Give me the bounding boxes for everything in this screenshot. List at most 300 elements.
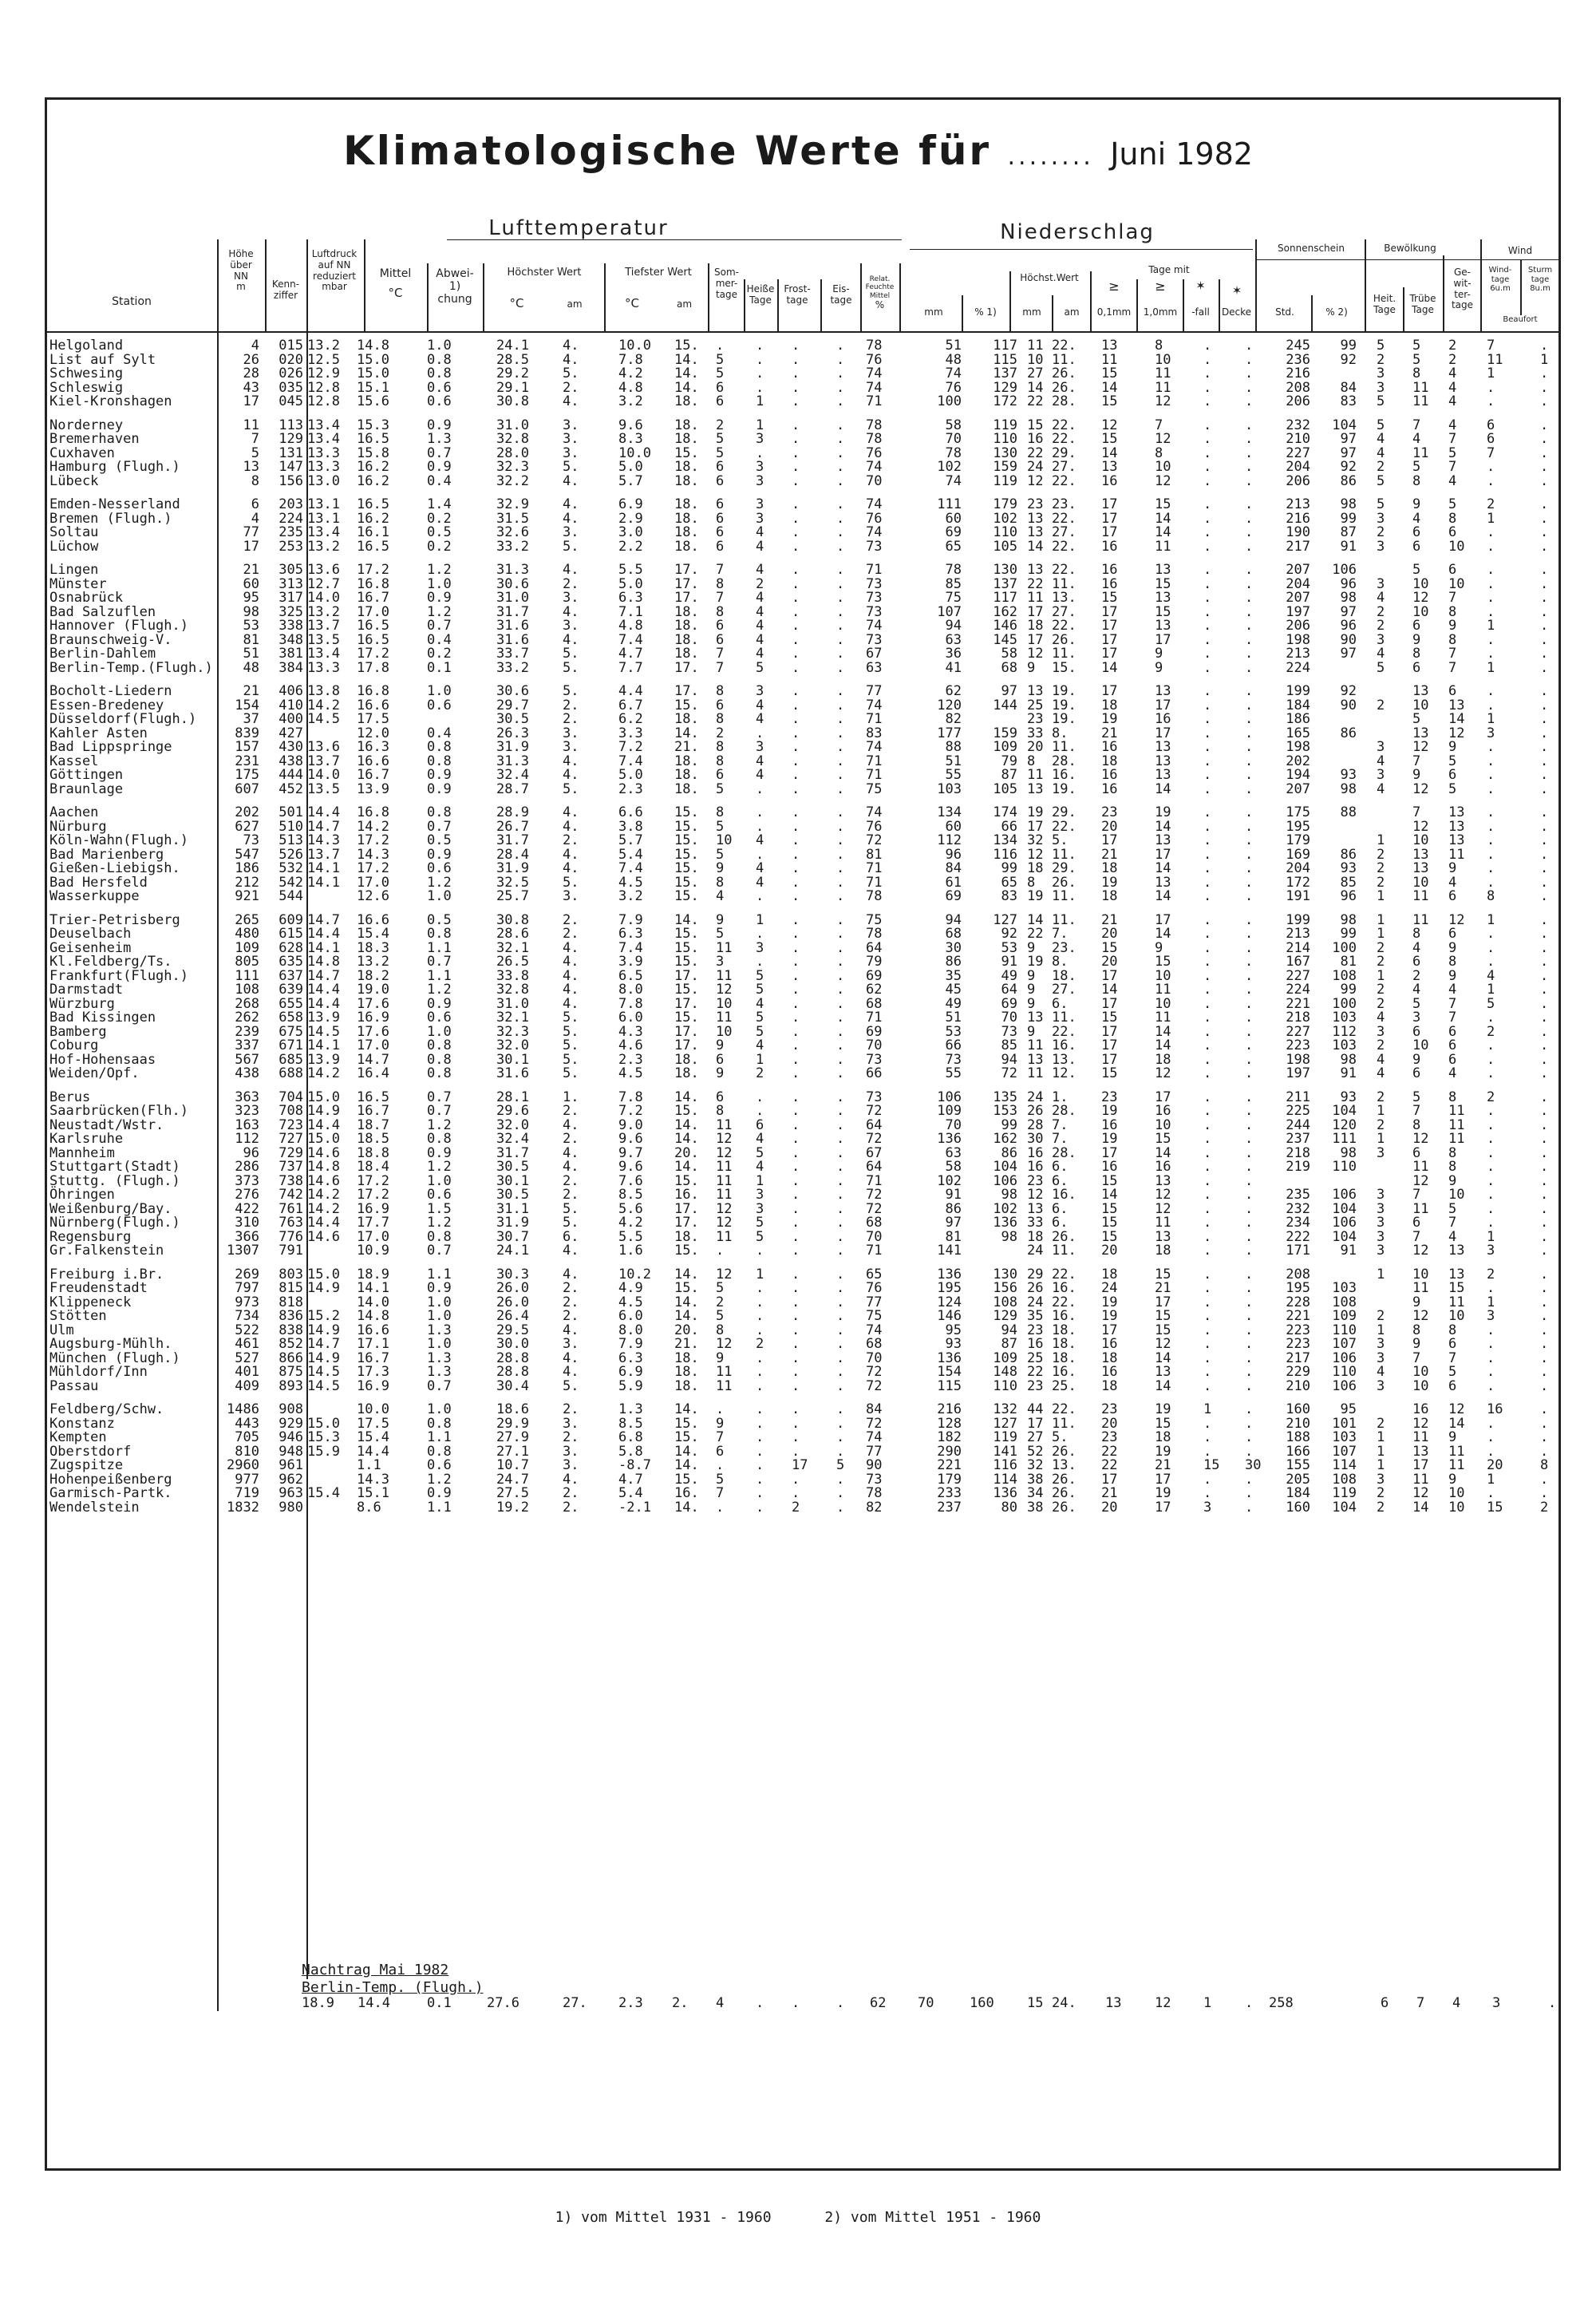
sunshine-hours: 199 xyxy=(1286,911,1310,928)
wind-days: 6 xyxy=(1487,417,1495,433)
temp-max: 28.6 xyxy=(496,926,529,942)
temp-mean: 1.1 xyxy=(357,1457,381,1473)
precip-mm: 237 xyxy=(937,1499,962,1516)
wind-days: . xyxy=(1487,1377,1495,1394)
thunder-days: 13 xyxy=(1448,697,1465,713)
precip-max-day: 16. xyxy=(1052,1308,1077,1324)
temp-deviation: 1.2 xyxy=(427,562,452,578)
temp-min-day: 18. xyxy=(674,1377,699,1394)
cloudy-days: 13 xyxy=(1412,860,1429,876)
storm-days: . xyxy=(1540,1228,1549,1245)
precip-max: 14 xyxy=(1027,538,1044,555)
precip-max-day: 29. xyxy=(1052,804,1077,820)
temp-min-day: 18. xyxy=(674,780,699,797)
wind-days: . xyxy=(1487,631,1495,648)
sunshine-pct: 104 xyxy=(1332,1200,1357,1217)
snowfall-days: . xyxy=(1203,1116,1212,1133)
temp-deviation: 0.9 xyxy=(427,590,452,606)
temp-min: 4.4 xyxy=(618,683,643,699)
summer-days: . xyxy=(716,338,725,354)
rel-humidity: 73 xyxy=(866,538,883,555)
temp-deviation: 1.0 xyxy=(427,1023,452,1040)
kennziffer: 438 xyxy=(279,753,303,769)
thunder-days: 8 xyxy=(1448,1322,1457,1338)
rel-humidity: 90 xyxy=(866,1457,883,1473)
temp-min: 4.8 xyxy=(618,379,643,396)
precip-pct: 58 xyxy=(1001,646,1017,662)
days-10mm: 16 xyxy=(1155,711,1171,727)
temp-min-day: 18. xyxy=(674,524,699,540)
temp-mean: 16.7 xyxy=(357,590,389,606)
height: 154 xyxy=(235,697,259,713)
temp-max: 31.1 xyxy=(496,1200,529,1217)
storm-days: . xyxy=(1540,1131,1549,1147)
wind-days: 8 xyxy=(1487,888,1495,904)
temp-min: 5.4 xyxy=(618,1485,643,1501)
thunder-days: 13 xyxy=(1448,818,1465,835)
temp-max-day: 3. xyxy=(563,1443,579,1460)
height: 810 xyxy=(235,1443,259,1460)
rel-humidity: 71 xyxy=(866,767,883,783)
thunder-days: 5 xyxy=(1448,1364,1457,1380)
temp-deviation: 0.4 xyxy=(427,725,452,741)
summer-days: 11 xyxy=(716,1159,733,1175)
precip-max: 29 xyxy=(1027,1266,1044,1282)
sunshine-hours: 221 xyxy=(1286,1308,1310,1324)
table-row xyxy=(0,1039,1596,1053)
temp-deviation: 0.7 xyxy=(427,1103,452,1119)
snowfall-days: . xyxy=(1203,445,1212,461)
thunder-days: 7 xyxy=(1448,659,1457,676)
table-row xyxy=(0,927,1596,942)
temp-max: 32.8 xyxy=(496,431,529,447)
temp-min-day: 15. xyxy=(674,860,699,876)
clear-days: 4 xyxy=(1377,590,1385,606)
cloudy-days: 12 xyxy=(1412,590,1429,606)
ice-days: . xyxy=(836,1377,845,1394)
hot-days: . xyxy=(756,1443,764,1460)
height: 51 xyxy=(243,646,259,662)
sunshine-hours: 197 xyxy=(1286,603,1310,620)
hot-days: 3 xyxy=(756,939,764,956)
storm-days: . xyxy=(1540,725,1549,741)
sunshine-hours: 244 xyxy=(1286,1116,1310,1133)
precip-mm: 182 xyxy=(937,1429,962,1445)
temp-mean: 16.2 xyxy=(357,472,389,489)
temp-deviation: 0.5 xyxy=(427,911,452,928)
nachtrag-value: . xyxy=(1245,1995,1254,2011)
summer-days: 8 xyxy=(716,804,725,820)
ice-days: . xyxy=(836,575,845,592)
frost-days: . xyxy=(792,445,800,461)
precip-mm: 69 xyxy=(945,888,962,904)
sunshine-pct: 98 xyxy=(1340,1144,1357,1161)
table-row xyxy=(0,472,1596,489)
hot-days: . xyxy=(756,1089,764,1105)
temp-min: 4.2 xyxy=(618,1215,643,1231)
summer-days: 11 xyxy=(716,1228,733,1245)
precip-pct: 141 xyxy=(993,1443,1017,1460)
precip-max: 16 xyxy=(1027,1159,1044,1175)
precip-pct: 106 xyxy=(993,1172,1017,1189)
snowfall-days: . xyxy=(1203,1443,1212,1460)
temp-mean: 15.1 xyxy=(357,1485,389,1501)
hot-days: . xyxy=(756,351,764,368)
precip-pct: 109 xyxy=(993,1350,1017,1366)
storm-days: . xyxy=(1540,995,1549,1012)
storm-days: . xyxy=(1540,1200,1549,1217)
wind-days: . xyxy=(1487,1172,1495,1189)
temp-min: 7.2 xyxy=(618,739,643,755)
temp-min-day: 18. xyxy=(674,472,699,489)
clear-days: 1 xyxy=(1377,832,1385,848)
ice-days: . xyxy=(836,496,845,512)
precip-mm: 70 xyxy=(945,431,962,447)
temp-max: 31.9 xyxy=(496,1215,529,1231)
snow-cover-days: . xyxy=(1245,393,1254,409)
snow-cover-days: . xyxy=(1245,1294,1254,1310)
snowfall-days: . xyxy=(1203,1037,1212,1053)
snowfall-days: . xyxy=(1203,1023,1212,1040)
precip-max-day: 26. xyxy=(1052,1499,1077,1516)
precip-max: 24 xyxy=(1027,1294,1044,1310)
ice-days: . xyxy=(836,683,845,699)
temp-deviation: 1.2 xyxy=(427,874,452,891)
snowfall-days: . xyxy=(1203,1065,1212,1081)
frost-days: . xyxy=(792,711,800,727)
pressure: 14.5 xyxy=(307,1377,340,1394)
sunshine-hours: 218 xyxy=(1286,1144,1310,1161)
height: 202 xyxy=(235,804,259,820)
precip-max: 33 xyxy=(1027,1215,1044,1231)
station-name: Braunlage xyxy=(49,780,124,797)
station-group xyxy=(0,1091,1596,1259)
cloudy-days: 13 xyxy=(1412,725,1429,741)
temp-deviation: 0.8 xyxy=(427,739,452,755)
height: 977 xyxy=(235,1471,259,1488)
temp-min-day: 14. xyxy=(674,379,699,396)
precip-max: 17 xyxy=(1027,1415,1044,1432)
snowfall-days: . xyxy=(1203,1243,1212,1259)
nachtrag-value: 2. xyxy=(672,1995,689,2011)
temp-min: 6.0 xyxy=(618,1308,643,1324)
ge-icon-1: ≥ xyxy=(1108,279,1120,294)
wind-days: . xyxy=(1487,1159,1495,1175)
precip-max-day: 22. xyxy=(1052,431,1077,447)
precip-max-day: 13. xyxy=(1052,1051,1077,1068)
summer-days: 5 xyxy=(716,1280,725,1296)
station-name: Bocholt-Liedern xyxy=(49,683,172,699)
wind-days: . xyxy=(1487,379,1495,396)
pressure: 13.9 xyxy=(307,1010,340,1026)
table-row xyxy=(0,619,1596,634)
temp-max-day: 2. xyxy=(563,926,579,942)
hot-days: 4 xyxy=(756,767,764,783)
snowfall-days: . xyxy=(1203,804,1212,820)
temp-min-day: 18. xyxy=(674,431,699,447)
sunshine-hours: 223 xyxy=(1286,1037,1310,1053)
temp-deviation: 0.8 xyxy=(427,926,452,942)
wind-days: . xyxy=(1487,753,1495,769)
summer-days: . xyxy=(716,1401,725,1417)
temp-mean: 16.5 xyxy=(357,538,389,555)
precip-max-day: 11. xyxy=(1052,1243,1077,1259)
snow-cover-days: . xyxy=(1245,1499,1254,1516)
header-heitere-tage: Heit. Tage xyxy=(1373,293,1396,315)
days-01mm: 17 xyxy=(1101,618,1118,634)
temp-deviation: 0.7 xyxy=(427,1089,452,1105)
storm-days: . xyxy=(1540,1471,1549,1488)
header-bewoelkung: Bewölkung xyxy=(1384,243,1436,254)
temp-min-day: 15. xyxy=(674,939,699,956)
temp-min: 7.4 xyxy=(618,860,643,876)
hot-days: . xyxy=(756,888,764,904)
grid-line xyxy=(1219,279,1220,331)
height: 363 xyxy=(235,1089,259,1105)
temp-mean: 15.0 xyxy=(357,366,389,381)
height: 323 xyxy=(235,1103,259,1119)
kennziffer: 962 xyxy=(279,1471,303,1488)
sunshine-pct: 98 xyxy=(1340,1051,1357,1068)
pressure: 14.4 xyxy=(307,926,340,942)
precip-max-day: 11. xyxy=(1052,351,1077,368)
days-10mm: 11 xyxy=(1155,982,1171,998)
rel-humidity: 72 xyxy=(866,832,883,848)
sunshine-pct: 98 xyxy=(1340,780,1357,797)
snowfall-days: . xyxy=(1203,472,1212,489)
snow-cover-days: . xyxy=(1245,338,1254,354)
frost-days: . xyxy=(792,431,800,447)
temp-max: 30.8 xyxy=(496,911,529,928)
hot-days: 3 xyxy=(756,1187,764,1203)
days-01mm: 14 xyxy=(1101,982,1118,998)
clear-days: 3 xyxy=(1377,1471,1385,1488)
cloudy-days: 12 xyxy=(1412,1415,1429,1432)
temp-max: 32.1 xyxy=(496,1010,529,1026)
temp-max: 28.5 xyxy=(496,351,529,368)
days-10mm: 16 xyxy=(1155,1103,1171,1119)
temp-deviation: 0.8 xyxy=(427,804,452,820)
snowfall-days: . xyxy=(1203,510,1212,527)
grid-line xyxy=(1052,295,1053,331)
temp-mean: 16.5 xyxy=(357,431,389,447)
height: 175 xyxy=(235,767,259,783)
snowfall-days: . xyxy=(1203,1266,1212,1282)
temp-min: 4.7 xyxy=(618,646,643,662)
precip-mm: 75 xyxy=(945,590,962,606)
pressure: 14.7 xyxy=(307,911,340,928)
precip-mm: 106 xyxy=(937,1089,962,1105)
ice-days: . xyxy=(836,472,845,489)
hot-days: . xyxy=(756,1294,764,1310)
snow-cover-days: . xyxy=(1245,496,1254,512)
snow-cover-days: . xyxy=(1245,846,1254,863)
temp-mean: 17.8 xyxy=(357,659,389,676)
wind-days: . xyxy=(1487,1364,1495,1380)
precip-max-day: 7. xyxy=(1052,1116,1069,1133)
thunder-days: 5 xyxy=(1448,753,1457,769)
rel-humidity: 77 xyxy=(866,683,883,699)
pressure: 13.8 xyxy=(307,683,340,699)
temp-mean: 10.0 xyxy=(357,1401,389,1417)
sunshine-hours: 214 xyxy=(1286,939,1310,956)
days-10mm: 10 xyxy=(1155,995,1171,1012)
precip-max: 19 xyxy=(1027,888,1044,904)
precip-max: 25 xyxy=(1027,1350,1044,1366)
kennziffer: 688 xyxy=(279,1065,303,1081)
clear-days: 2 xyxy=(1377,1037,1385,1053)
storm-days: 1 xyxy=(1540,351,1549,368)
temp-min: 3.8 xyxy=(618,818,643,835)
ice-days: . xyxy=(836,562,845,578)
precip-pct: 94 xyxy=(1001,1322,1017,1338)
precip-pct: 148 xyxy=(993,1364,1017,1380)
temp-max-day: 5. xyxy=(563,1377,579,1394)
height: 438 xyxy=(235,1065,259,1081)
frost-days: . xyxy=(792,1215,800,1231)
precip-max: 8 xyxy=(1027,874,1036,891)
ice-days: . xyxy=(836,1089,845,1105)
height: 4 xyxy=(251,338,259,354)
temp-max-day: 5. xyxy=(563,874,579,891)
snowfall-days: . xyxy=(1203,1010,1212,1026)
precip-max: 13 xyxy=(1027,562,1044,578)
days-01mm: 15 xyxy=(1101,1228,1118,1245)
pressure: 12.8 xyxy=(307,393,340,409)
rel-humidity: 76 xyxy=(866,445,883,461)
header-separator xyxy=(45,331,1561,333)
storm-days: . xyxy=(1540,939,1549,956)
table-row xyxy=(0,540,1596,555)
height: 5 xyxy=(251,445,259,461)
nachtrag-value: 7 xyxy=(1416,1995,1425,2011)
temp-min-day: 21. xyxy=(674,1336,699,1352)
snow-cover-days: . xyxy=(1245,1243,1254,1259)
hot-days: 6 xyxy=(756,1116,764,1133)
sunshine-pct: 107 xyxy=(1332,1336,1357,1352)
frost-days: . xyxy=(792,697,800,713)
snowfall-days: . xyxy=(1203,393,1212,409)
precip-mm: 78 xyxy=(945,445,962,461)
days-10mm: 18 xyxy=(1155,1051,1171,1068)
height: 461 xyxy=(235,1336,259,1352)
temp-max-day: 4. xyxy=(563,603,579,620)
kennziffer: 704 xyxy=(279,1089,303,1105)
precip-max-day: 22. xyxy=(1052,417,1077,433)
days-01mm: 23 xyxy=(1101,1089,1118,1105)
wind-days: 1 xyxy=(1487,711,1495,727)
station-name: Zugspitze xyxy=(49,1457,124,1473)
temp-min: 4.5 xyxy=(618,1294,643,1310)
sunshine-hours: 228 xyxy=(1286,1294,1310,1310)
precip-mm: 134 xyxy=(937,804,962,820)
temp-deviation: 0.8 xyxy=(427,1228,452,1245)
snow-cover-days: . xyxy=(1245,472,1254,489)
storm-days: . xyxy=(1540,683,1549,699)
cloudy-days: 7 xyxy=(1412,1187,1421,1203)
storm-days: . xyxy=(1540,1485,1549,1501)
days-10mm: 13 xyxy=(1155,618,1171,634)
days-01mm: 21 xyxy=(1101,1485,1118,1501)
temp-deviation: 0.6 xyxy=(427,379,452,396)
thunder-days: 7 xyxy=(1448,1350,1457,1366)
cloudy-days: 5 xyxy=(1412,1089,1421,1105)
precip-max: 18 xyxy=(1027,1228,1044,1245)
snowfall-days: . xyxy=(1203,431,1212,447)
rel-humidity: 65 xyxy=(866,1266,883,1282)
ice-days: 5 xyxy=(836,1457,845,1473)
ice-days: . xyxy=(836,1364,845,1380)
precip-max-day: 18. xyxy=(1052,1336,1077,1352)
temp-max: 32.0 xyxy=(496,1116,529,1133)
temp-min-day: 14. xyxy=(674,911,699,928)
thunder-days: 4 xyxy=(1448,472,1457,489)
temp-mean: 15.4 xyxy=(357,926,389,942)
storm-days: . xyxy=(1540,739,1549,755)
height: 310 xyxy=(235,1215,259,1231)
sunshine-pct: 103 xyxy=(1332,1280,1357,1296)
header-rel-feuchte: Relat. Feuchte Mittel % xyxy=(865,275,895,311)
station-name: Neustadt/Wstr. xyxy=(49,1116,164,1133)
days-10mm: 14 xyxy=(1155,926,1171,942)
height: 286 xyxy=(235,1159,259,1175)
wind-days: 1 xyxy=(1487,1471,1495,1488)
precip-max-day: 16. xyxy=(1052,1280,1077,1296)
temp-min: 6.3 xyxy=(618,926,643,942)
temp-min-day: 14. xyxy=(674,1294,699,1310)
summer-days: 11 xyxy=(716,967,733,984)
thunder-days: 8 xyxy=(1448,631,1457,648)
temp-mean: 17.2 xyxy=(357,646,389,662)
snow-cover-days: . xyxy=(1245,767,1254,783)
wind-days: . xyxy=(1487,575,1495,592)
precip-pct: 136 xyxy=(993,1485,1017,1501)
precip-pct: 66 xyxy=(1001,818,1017,835)
frost-days: . xyxy=(792,1089,800,1105)
temp-max: 28.1 xyxy=(496,1089,529,1105)
temp-min-day: 15. xyxy=(674,804,699,820)
temp-max-day: 5. xyxy=(563,780,579,797)
station-name: Freiburg i.Br. xyxy=(49,1266,164,1282)
days-01mm: 15 xyxy=(1101,1172,1118,1189)
nachtrag-block xyxy=(302,1962,484,1997)
page-title xyxy=(0,128,1596,174)
temp-min-day: 17. xyxy=(674,1215,699,1231)
frost-days: 17 xyxy=(792,1457,808,1473)
sunshine-hours: 160 xyxy=(1286,1499,1310,1516)
kennziffer: 946 xyxy=(279,1429,303,1445)
pressure: 14.1 xyxy=(307,1037,340,1053)
ice-days: . xyxy=(836,538,845,555)
summer-days: 6 xyxy=(716,496,725,512)
precip-max-day: 16. xyxy=(1052,1187,1077,1203)
table-row xyxy=(0,1459,1596,1473)
snow-cover-days: . xyxy=(1245,1103,1254,1119)
precip-mm: 48 xyxy=(945,351,962,368)
rel-humidity: 73 xyxy=(866,575,883,592)
wind-days: 15 xyxy=(1487,1499,1503,1516)
wind-days: . xyxy=(1487,804,1495,820)
clear-days: 4 xyxy=(1377,1065,1385,1081)
sunshine-pct: 108 xyxy=(1332,1471,1357,1488)
precip-max-day: 19. xyxy=(1052,780,1077,797)
temp-max: 33.7 xyxy=(496,646,529,662)
sunshine-hours: 186 xyxy=(1286,711,1310,727)
cloudy-days: 11 xyxy=(1412,1429,1429,1445)
hot-days: 4 xyxy=(756,1131,764,1147)
temp-max: 24.7 xyxy=(496,1471,529,1488)
pressure: 14.7 xyxy=(307,967,340,984)
